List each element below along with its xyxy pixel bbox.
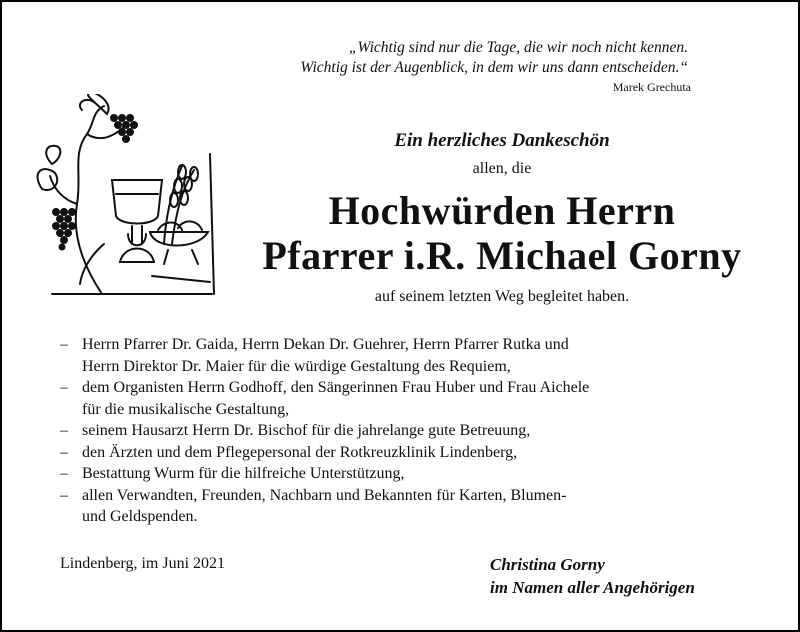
- deceased-title: Hochwürden Herrn: [328, 188, 676, 233]
- list-line: dem Organisten Herrn Godhoff, den Sängerinnen Frau Huber und Frau Aichele: [82, 379, 590, 396]
- quote-block: [168, 38, 691, 95]
- signature-note: im Namen aller Angehörigen: [490, 578, 695, 597]
- thanks-heading: Ein herzliches Dankeschön: [394, 130, 610, 151]
- signature-name: Christina Gorny: [490, 555, 605, 574]
- list-dash: –: [60, 422, 68, 439]
- list-line: seinem Hausarzt Herrn Dr. Bischof für die jahrelange gute Betreuung,: [82, 422, 531, 439]
- quote-line: „Wichtig sind nur die Tage, die wir noch nicht kennen.: [348, 39, 688, 56]
- list-dash: –: [60, 379, 68, 396]
- intro-text: allen, die: [472, 160, 532, 177]
- list-line: den Ärzten und dem Pflegepersonal der Rotkreuzklinik Lindenberg,: [82, 443, 518, 461]
- list-dash: –: [60, 465, 68, 482]
- closing-phrase: auf seinem letzten Weg begleitet haben.: [374, 288, 630, 305]
- list-item: [60, 420, 750, 442]
- list-item: [60, 442, 750, 464]
- list-item: [60, 485, 750, 528]
- place-date: Lindenberg, im Juni 2021: [60, 555, 226, 572]
- list-line: Herrn Pfarrer Dr. Gaida, Herrn Dekan Dr. Guehrer, Herrn Pfarrer Rutka und: [82, 336, 569, 353]
- thanks-list: [60, 334, 750, 528]
- list-line: allen Verwandten, Freunden, Nachbarn und Bekannten für Karten, Blumen-: [82, 486, 567, 504]
- list-item: [60, 463, 750, 485]
- list-line: und Geldspenden.: [82, 508, 198, 525]
- list-line: Herrn Direktor Dr. Maier für die würdige Gestaltung des Requiem,: [82, 357, 511, 375]
- quote-author: Marek Grechuta: [612, 80, 691, 94]
- list-line: für die musikalische Gestaltung,: [82, 400, 290, 418]
- quote-line: Wichtig ist der Augenblick, in dem wir uns dann entscheiden.“: [300, 59, 688, 76]
- list-dash: –: [60, 443, 68, 461]
- list-line: Bestattung Wurm für die hilfreiche Unterstützung,: [82, 465, 405, 482]
- deceased-name: Pfarrer i.R. Michael Gorny: [262, 233, 742, 278]
- chalice-grapes-wheat-icon: [32, 94, 222, 304]
- list-dash: –: [60, 336, 68, 353]
- list-item: [60, 377, 750, 420]
- signature-block: [490, 553, 695, 599]
- list-dash: –: [60, 486, 68, 504]
- list-item: [60, 334, 750, 377]
